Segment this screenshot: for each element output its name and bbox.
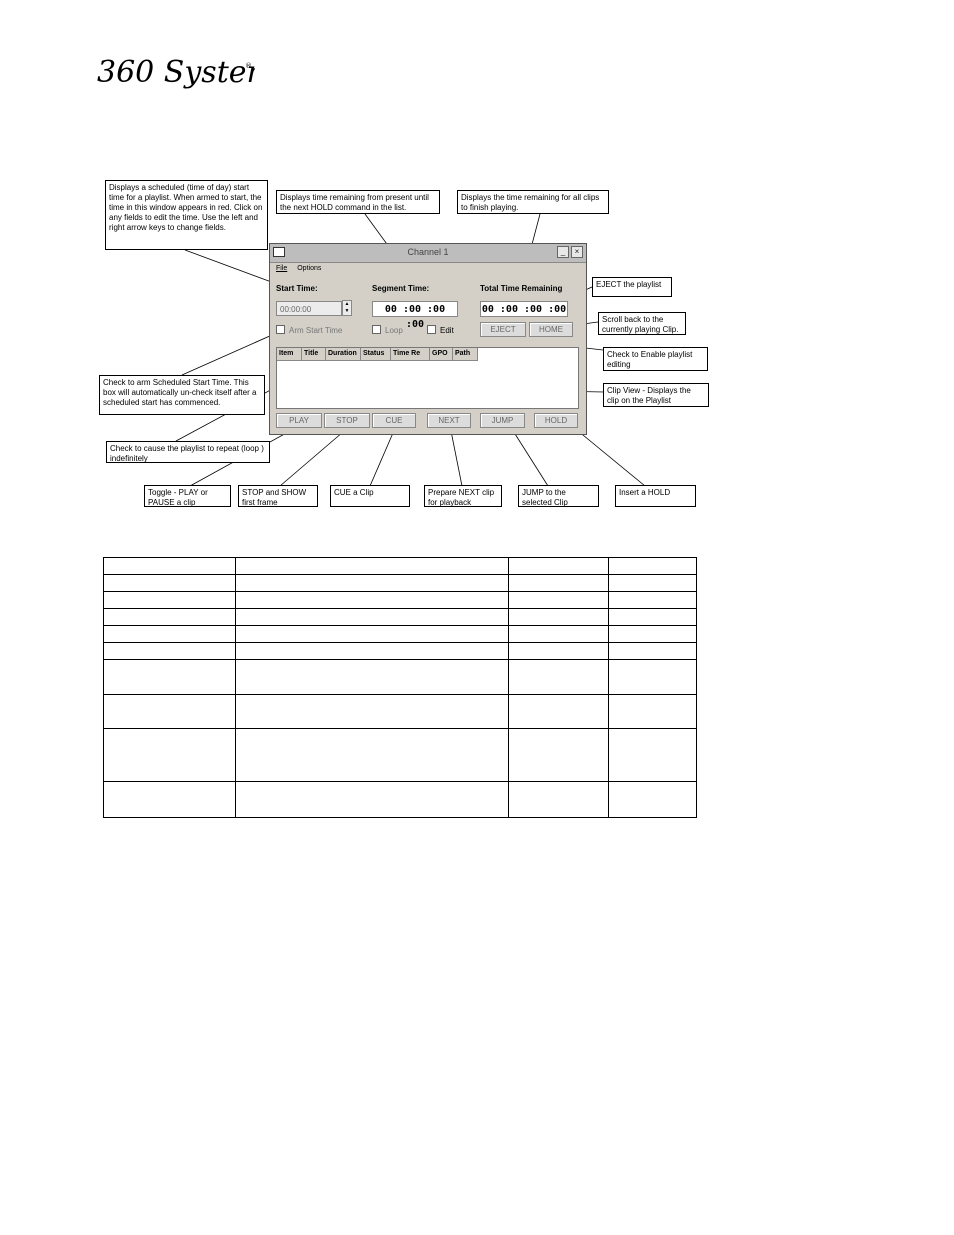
play-button[interactable]: PLAY bbox=[276, 413, 322, 428]
table-cell bbox=[104, 729, 236, 782]
start-time-label: Start Time: bbox=[276, 284, 318, 293]
table-cell bbox=[609, 695, 697, 729]
column-header-title[interactable]: Title bbox=[302, 348, 326, 360]
checkbox-box-icon bbox=[372, 325, 381, 334]
table-cell bbox=[236, 609, 509, 626]
callout-play: Toggle - PLAY or PAUSE a clip bbox=[144, 485, 231, 507]
table-cell bbox=[236, 695, 509, 729]
total-time-display: 00 :00 :00 :00 bbox=[480, 301, 568, 317]
table-cell bbox=[609, 609, 697, 626]
next-button[interactable]: NEXT bbox=[427, 413, 471, 428]
menu-file[interactable]: File bbox=[276, 265, 288, 272]
start-time-spinner[interactable]: ▲ ▼ bbox=[342, 300, 352, 316]
minimize-button[interactable]: _ bbox=[557, 246, 569, 258]
start-time-input[interactable]: 00:00:00 bbox=[276, 301, 342, 316]
table-cell bbox=[104, 782, 236, 818]
table-cell bbox=[104, 660, 236, 695]
loop-label: Loop bbox=[385, 326, 403, 335]
table-cell bbox=[509, 782, 609, 818]
loop-checkbox[interactable] bbox=[372, 325, 403, 335]
menu-bar bbox=[276, 265, 329, 272]
arm-start-time-label: Arm Start Time bbox=[289, 326, 343, 335]
eject-button[interactable]: EJECT bbox=[480, 322, 526, 337]
table-cell bbox=[609, 558, 697, 575]
segment-time-label: Segment Time: bbox=[372, 284, 430, 293]
column-header-duration[interactable]: Duration bbox=[326, 348, 361, 360]
table-cell bbox=[236, 558, 509, 575]
table-cell bbox=[104, 695, 236, 729]
close-button[interactable]: × bbox=[571, 246, 583, 258]
table-cell bbox=[104, 592, 236, 609]
table-cell bbox=[236, 660, 509, 695]
column-header-gpo[interactable]: GPO bbox=[430, 348, 453, 360]
total-time-label: Total Time Remaining bbox=[480, 284, 563, 293]
table-cell bbox=[609, 626, 697, 643]
arm-start-time-checkbox[interactable] bbox=[276, 325, 342, 335]
callout-eject: EJECT the playlist bbox=[592, 277, 672, 297]
table-cell bbox=[509, 558, 609, 575]
clip-view-list[interactable] bbox=[276, 347, 579, 409]
checkbox-box-icon bbox=[427, 325, 436, 334]
table-cell bbox=[236, 643, 509, 660]
table-cell bbox=[509, 643, 609, 660]
callout-clip-view: Clip View - Displays the clip on the Playlist bbox=[603, 383, 709, 407]
segment-time-display: 00 :00 :00 :00 bbox=[372, 301, 458, 317]
column-header-status[interactable]: Status bbox=[361, 348, 391, 360]
table-cell bbox=[104, 643, 236, 660]
column-header-path[interactable]: Path bbox=[453, 348, 478, 360]
window-title: Channel 1 bbox=[407, 247, 449, 257]
table-cell bbox=[236, 729, 509, 782]
window-titlebar bbox=[270, 244, 586, 263]
callout-jump: JUMP to the selected Clip bbox=[518, 485, 599, 507]
stop-button[interactable]: STOP bbox=[324, 413, 370, 428]
table-cell bbox=[609, 592, 697, 609]
table-cell bbox=[509, 609, 609, 626]
registered-mark: ® bbox=[245, 62, 252, 70]
checkbox-box-icon bbox=[276, 325, 285, 334]
callout-start-time: Displays a scheduled (time of day) start time for a playlist. When armed to start, the time in this window appears in red. Click on any fields to edit the time. Use the left and right arrow keys to change fields. bbox=[105, 180, 268, 250]
table-cell bbox=[509, 592, 609, 609]
callout-edit: Check to Enable playlist editing bbox=[603, 347, 708, 371]
table-cell bbox=[104, 575, 236, 592]
column-header-item[interactable]: Item bbox=[277, 348, 302, 360]
callout-next: Prepare NEXT clip for playback bbox=[424, 485, 502, 507]
table-cell bbox=[236, 575, 509, 592]
callout-hold: Insert a HOLD bbox=[615, 485, 696, 507]
channel-window bbox=[269, 243, 587, 435]
callout-cue: CUE a Clip bbox=[330, 485, 410, 507]
jump-button[interactable]: JUMP bbox=[480, 413, 525, 428]
table-cell bbox=[509, 626, 609, 643]
table-cell bbox=[509, 660, 609, 695]
table-cell bbox=[104, 626, 236, 643]
table-cell bbox=[104, 609, 236, 626]
callout-loop: Check to cause the playlist to repeat (loop ) indefinitely bbox=[106, 441, 270, 463]
table-cell bbox=[609, 660, 697, 695]
table-cell bbox=[609, 782, 697, 818]
table-cell bbox=[236, 782, 509, 818]
table-cell bbox=[609, 729, 697, 782]
callout-total-time: Displays the time remaining for all clips to finish playing. bbox=[457, 190, 609, 214]
table-cell bbox=[609, 643, 697, 660]
callout-home: Scroll back to the currently playing Clip. bbox=[598, 312, 686, 335]
table-cell bbox=[236, 626, 509, 643]
callout-segment-time: Displays time remaining from present until the next HOLD command in the list. bbox=[276, 190, 440, 214]
callout-stop: STOP and SHOW first frame bbox=[238, 485, 318, 507]
menu-options[interactable]: Options bbox=[297, 265, 322, 272]
table-cell bbox=[509, 729, 609, 782]
column-header-time-remaining[interactable]: Time Re bbox=[391, 348, 430, 360]
table-cell bbox=[509, 575, 609, 592]
hold-button[interactable]: HOLD bbox=[534, 413, 578, 428]
edit-checkbox[interactable] bbox=[427, 325, 454, 335]
empty-reference-table bbox=[103, 557, 697, 818]
table-cell bbox=[236, 592, 509, 609]
table-cell bbox=[104, 558, 236, 575]
logo-wordmark: 360 Syste bbox=[97, 55, 247, 90]
home-button[interactable]: HOME bbox=[529, 322, 573, 337]
cue-button[interactable]: CUE bbox=[372, 413, 416, 428]
callout-arm-start-time: Check to arm Scheduled Start Time. This box will automatically un-check itself after a scheduled start has commenced. bbox=[99, 375, 265, 415]
clip-list-header bbox=[277, 348, 478, 361]
edit-label: Edit bbox=[440, 326, 454, 335]
table-cell bbox=[609, 575, 697, 592]
table-cell bbox=[509, 695, 609, 729]
